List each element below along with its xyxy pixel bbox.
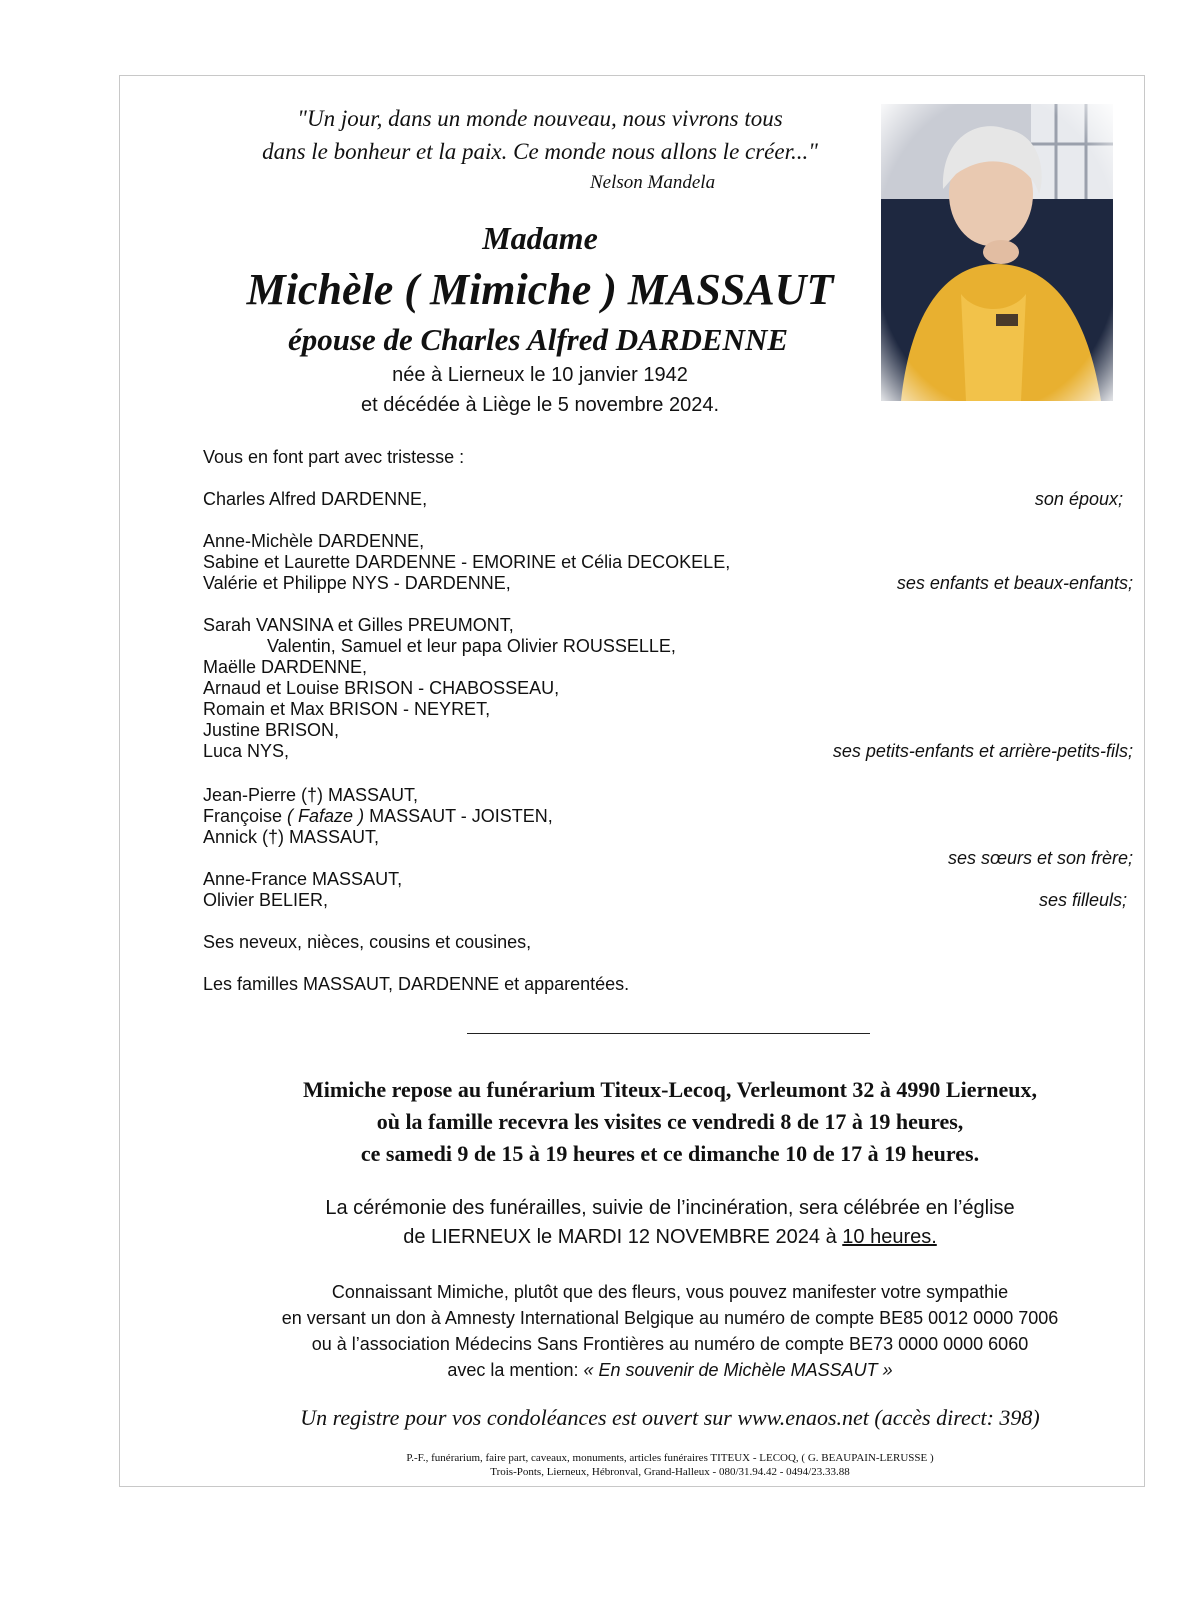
visitation-line-3: ce samedi 9 de 15 à 19 heures et ce dimanche 10 de 17 à 19 heures.: [360, 1141, 980, 1166]
sibling-name: Françoise: [203, 806, 288, 826]
sibling-nickname: ( Fafaze ): [287, 806, 365, 826]
spouse-relation: son époux;: [1034, 489, 1123, 509]
registry-line: Un registre pour vos condoléances est ouvert sur www.enaos.net (accès direct: 398): [300, 1405, 1040, 1430]
quote-line-2: dans le bonheur et la paix. Ce monde nous allons le créer...": [262, 139, 818, 164]
sibling-surname: MASSAUT - JOISTEN,: [364, 806, 553, 826]
death-line: et décédée à Liège le 5 novembre 2024.: [360, 394, 720, 416]
list-item: Anne-Michèle DARDENNE,: [203, 531, 425, 551]
donation-line-3: ou à l’association Médecins Sans Frontières au numéro de compte BE73 0000 0000 6060: [311, 1334, 1029, 1354]
group-spouse: [203, 489, 1133, 510]
list-item: Sabine et Laurette DARDENNE - EMORINE et Célia DECOKELE,: [203, 552, 731, 572]
quote-line-1: "Un jour, dans un monde nouveau, nous vivrons tous: [297, 106, 783, 131]
mention-label: avec la mention:: [447, 1360, 584, 1380]
deceased-name: Michèle ( Mimiche ) MASSAUT: [246, 265, 834, 314]
list-item: Annick (†) MASSAUT,: [203, 827, 380, 847]
list-item: Valentin, Samuel et leur papa Olivier ROUSSELLE,: [267, 636, 676, 656]
footer-line-2: Trois-Ponts, Lierneux, Hébronval, Grand-Halleux - 080/31.94.42 - 0494/23.33.88: [490, 1466, 850, 1478]
list-item: [203, 806, 1133, 827]
list-item: Romain et Max BRISON - NEYRET,: [203, 699, 491, 719]
group-godchildren: [203, 869, 1133, 911]
divider: [467, 1033, 870, 1034]
quote-author: Nelson Mandela: [590, 172, 716, 193]
ceremony-block: [140, 1194, 1200, 1252]
ceremony-line-1: La cérémonie des funérailles, suivie de l’incinération, sera célébrée en l’église: [325, 1197, 1015, 1219]
spouse-name: Charles Alfred DARDENNE,: [203, 489, 428, 509]
list-item: Anne-France MASSAUT,: [203, 869, 403, 889]
list-item: Luca NYS,: [203, 741, 290, 761]
visitation-line-2: où la famille recevra les visites ce vendredi 8 de 17 à 19 heures,: [376, 1109, 964, 1134]
birth-line: née à Lierneux le 10 janvier 1942: [392, 364, 688, 386]
families-line: Les familles MASSAUT, DARDENNE et apparentées.: [203, 974, 630, 994]
visitation-block: [140, 1074, 1200, 1170]
mention-text: « En souvenir de Michèle MASSAUT »: [583, 1360, 893, 1380]
list-item: Olivier BELIER,: [203, 890, 329, 910]
visitation-line-1: Mimiche repose au funérarium Titeux-Lecoq, Verleumont 32 à 4990 Lierneux,: [303, 1077, 1037, 1102]
group-grandchildren: [203, 615, 1133, 762]
siblings-relation: ses sœurs et son frère;: [947, 848, 1133, 868]
donation-line-2: en versant un don à Amnesty International Belgique au numéro de compte BE85 0012 0000 7006: [281, 1308, 1059, 1328]
ceremony-line-2: de LIERNEUX le MARDI 12 NOVEMBRE 2024 à: [403, 1226, 843, 1248]
donation-line-1: Connaissant Mimiche, plutôt que des fleurs, vous pouvez manifester votre sympathie: [331, 1282, 1009, 1302]
grandchildren-relation: ses petits-enfants et arrière-petits-fils;: [832, 741, 1133, 761]
footer-line-1: P.-F., funérarium, faire part, caveaux, monuments, articles funéraires TITEUX - LECOQ, ( G. BEAUPAIN-LERUSSE ): [406, 1452, 934, 1464]
list-item: Justine BRISON,: [203, 720, 340, 740]
title-madame: Madame: [482, 220, 598, 256]
group-children: [203, 531, 1133, 594]
godchildren-relation: ses filleuls;: [1038, 890, 1127, 910]
donation-block: [140, 1279, 1200, 1383]
list-item: Valérie et Philippe NYS - DARDENNE,: [203, 573, 511, 593]
nephews-line: Ses neveux, nièces, cousins et cousines,: [203, 932, 532, 952]
list-item: Arnaud et Louise BRISON - CHABOSSEAU,: [203, 678, 560, 698]
children-relation: ses enfants et beaux-enfants;: [896, 573, 1133, 593]
ceremony-time: 10 heures.: [842, 1226, 937, 1248]
spouse-of: épouse de Charles Alfred DARDENNE: [287, 322, 789, 357]
list-item: Maëlle DARDENNE,: [203, 657, 368, 677]
group-siblings: [203, 785, 1133, 869]
intro-text: Vous en font part avec tristesse :: [203, 447, 465, 467]
list-item: Sarah VANSINA et Gilles PREUMONT,: [203, 615, 514, 635]
list-item: Jean-Pierre (†) MASSAUT,: [203, 785, 419, 805]
footer: [140, 1451, 1200, 1479]
